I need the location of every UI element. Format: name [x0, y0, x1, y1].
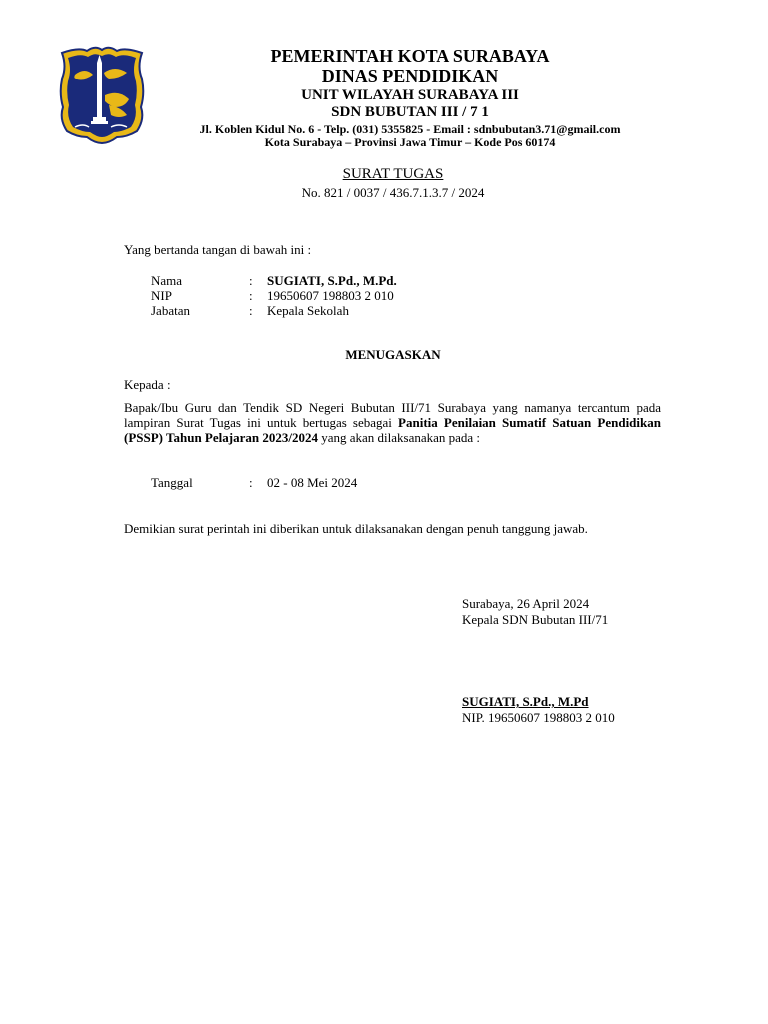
header-school: SDN BUBUTAN III / 7 1: [331, 104, 489, 120]
header-government: PEMERINTAH KOTA SURABAYA: [270, 46, 550, 66]
field-value-nip: 19650607 198803 2 010: [267, 288, 394, 303]
body-text-part2: yang akan dilaksanakan pada :: [317, 430, 481, 445]
letter-title: SURAT TUGAS: [342, 166, 444, 182]
closing-paragraph: Demikian surat perintah ini diberikan untuk dilaksanakan dengan penuh tanggung jawab.: [124, 521, 588, 536]
date-label: Tanggal: [151, 475, 193, 490]
signature-name: SUGIATI, S.Pd., M.Pd: [462, 694, 589, 709]
intro-text: Yang bertanda tangan di bawah ini :: [124, 242, 312, 257]
body-paragraph: [124, 400, 661, 445]
header-address: Jl. Koblen Kidul No. 6 - Telp. (031) 5355825 - Email : sdnbubutan3.71@gmail.com: [199, 122, 621, 136]
header-city: Kota Surabaya – Provinsi Jawa Timur – Kode Pos 60174: [264, 135, 556, 149]
signature-nip: NIP. 19650607 198803 2 010: [462, 710, 615, 725]
assign-heading: MENUGASKAN: [345, 347, 441, 362]
body-text-part1: Bapak/Ibu Guru dan Tendik SD Negeri Bubutan III/71 Surabaya yang namanya tercantum pada lampiran Surat Tugas ini untuk bertugas sebagai: [124, 400, 661, 430]
signature-position: Kepala SDN Bubutan III/71: [462, 612, 609, 627]
body-text-bold: Panitia Penilaian Sumatif Satuan Pendidikan (PSSP) Tahun Pelajaran 2023/2024: [124, 415, 661, 445]
field-colon: :: [249, 273, 253, 288]
header-unit: UNIT WILAYAH SURABAYA III: [301, 87, 519, 103]
signature-place-date: Surabaya, 26 April 2024: [462, 596, 590, 611]
date-value: 02 - 08 Mei 2024: [267, 475, 358, 490]
field-colon: :: [249, 303, 253, 318]
header-department: DINAS PENDIDIKAN: [321, 66, 499, 86]
surabaya-emblem-logo: [57, 45, 147, 145]
field-label-nip: NIP: [151, 288, 172, 303]
field-value-jabatan: Kepala Sekolah: [267, 303, 349, 318]
field-label-jabatan: Jabatan: [151, 303, 190, 318]
field-label-nama: Nama: [151, 273, 183, 288]
field-value-nama: SUGIATI, S.Pd., M.Pd.: [267, 273, 397, 288]
field-colon: :: [249, 288, 253, 303]
letter-number: No. 821 / 0037 / 436.7.1.3.7 / 2024: [301, 185, 485, 200]
date-colon: :: [249, 475, 253, 490]
kepada-label: Kepada :: [124, 377, 171, 392]
